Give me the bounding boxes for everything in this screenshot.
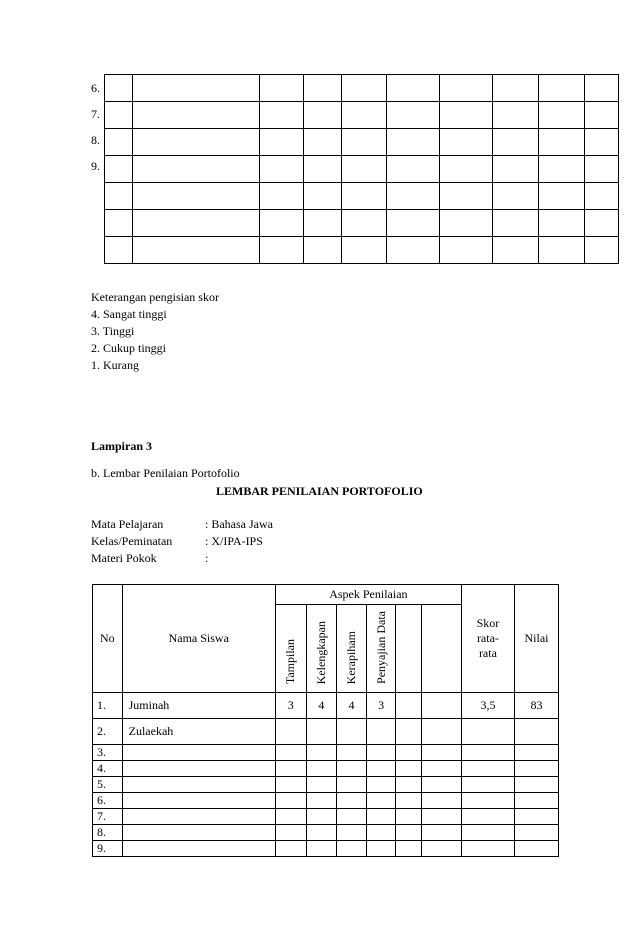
top-table-cell [260, 156, 304, 183]
top-table-cell [304, 210, 342, 237]
cell-score: 4 [337, 693, 367, 719]
cell-score [275, 719, 306, 745]
cell-score [337, 761, 367, 777]
top-table-cell [304, 129, 342, 156]
cell-no: 8. [93, 825, 123, 841]
cell-score: 4 [306, 693, 337, 719]
cell-score [306, 825, 337, 841]
header-no: No [93, 585, 123, 693]
header-name: Nama Siswa [122, 585, 275, 693]
meta-value-topic: : [205, 551, 209, 565]
legend-title: Keterangan pengisian skor [91, 290, 219, 304]
cell-name [122, 745, 275, 761]
cell-grade [515, 777, 559, 793]
top-table-cell [304, 183, 342, 210]
top-table-cell [493, 75, 539, 102]
header-grade: Nilai [515, 585, 559, 693]
cell-grade [515, 761, 559, 777]
top-table-cell [387, 237, 440, 264]
top-table-row [105, 129, 619, 156]
top-table-row [105, 75, 619, 102]
cell-score: 3 [366, 693, 396, 719]
top-table-cell [133, 156, 260, 183]
top-table-cell [342, 183, 387, 210]
top-table-cell [304, 102, 342, 129]
top-table-cell [493, 183, 539, 210]
cell-no: 1. [93, 693, 123, 719]
top-row-number: 8. [91, 133, 100, 147]
cell-score [275, 825, 306, 841]
table-row [93, 719, 559, 745]
cell-name: Juminah [122, 693, 275, 719]
top-table-cell [387, 129, 440, 156]
top-row-number: 7. [91, 107, 100, 121]
meta-label-topic: Materi Pokok [91, 551, 157, 565]
top-table-cell [342, 75, 387, 102]
legend-item: 1. Kurang [91, 358, 139, 372]
top-table-cell [493, 210, 539, 237]
top-table-cell [440, 210, 493, 237]
cell-score [306, 809, 337, 825]
cell-score [366, 761, 396, 777]
cell-average [461, 777, 514, 793]
cell-score [366, 809, 396, 825]
cell-score [306, 841, 337, 857]
top-table-cell [105, 183, 133, 210]
cell-no: 3. [93, 745, 123, 761]
cell-name [122, 777, 275, 793]
top-table-cell [342, 102, 387, 129]
header-aspect [422, 605, 462, 693]
top-table-cell [105, 156, 133, 183]
cell-score [306, 777, 337, 793]
cell-name: Zulaekah [122, 719, 275, 745]
top-row-number: 9. [91, 159, 100, 173]
top-table-cell [585, 129, 619, 156]
appendix-heading: Lampiran 3 [91, 439, 153, 453]
cell-score [337, 777, 367, 793]
legend-item: 3. Tinggi [91, 324, 135, 338]
top-table-cell [105, 75, 133, 102]
cell-score [337, 841, 367, 857]
top-table-cell [260, 75, 304, 102]
cell-average [461, 825, 514, 841]
table-row [93, 761, 559, 777]
cell-score [396, 777, 422, 793]
cell-average [461, 761, 514, 777]
cell-score [366, 841, 396, 857]
cell-name [122, 825, 275, 841]
cell-score [422, 777, 462, 793]
header-average: Skor rata- rata [461, 585, 514, 693]
top-table-cell [539, 210, 585, 237]
cell-no: 9. [93, 841, 123, 857]
cell-score [366, 825, 396, 841]
top-table-cell [440, 102, 493, 129]
top-table-cell [585, 75, 619, 102]
top-table-cell [585, 156, 619, 183]
cell-score [396, 825, 422, 841]
cell-score [275, 841, 306, 857]
top-table-cell [539, 129, 585, 156]
cell-grade [515, 825, 559, 841]
top-table-cell [342, 156, 387, 183]
meta-label-class: Kelas/Peminatan [91, 534, 173, 548]
top-table-cell [387, 75, 440, 102]
top-table-cell [105, 102, 133, 129]
top-table-cell [440, 156, 493, 183]
header-aspect: Kelengkapan [306, 605, 337, 693]
top-table-cell [260, 210, 304, 237]
top-table-row [105, 237, 619, 264]
cell-score [422, 809, 462, 825]
cell-score [275, 745, 306, 761]
top-table-row [105, 102, 619, 129]
top-table-cell [585, 237, 619, 264]
cell-name [122, 809, 275, 825]
top-table-cell [133, 210, 260, 237]
cell-average: 3,5 [461, 693, 514, 719]
top-table-cell [493, 237, 539, 264]
top-table-cell [133, 129, 260, 156]
cell-score [422, 745, 462, 761]
cell-score [275, 777, 306, 793]
top-row-number: 6. [91, 81, 100, 95]
header-aspect: Tampilan [275, 605, 306, 693]
cell-average [461, 745, 514, 761]
cell-score [422, 825, 462, 841]
cell-score [366, 793, 396, 809]
top-table-cell [539, 183, 585, 210]
meta-value-class: : X/IPA-IPS [205, 534, 263, 548]
cell-score [275, 761, 306, 777]
cell-name [122, 761, 275, 777]
header-aspect-group: Aspek Penilaian [275, 585, 461, 605]
cell-score [422, 719, 462, 745]
cell-score [337, 793, 367, 809]
cell-score [422, 793, 462, 809]
top-table-cell [585, 102, 619, 129]
cell-average [461, 719, 514, 745]
top-table-cell [493, 129, 539, 156]
top-table-cell [440, 183, 493, 210]
cell-score [396, 761, 422, 777]
cell-score [396, 809, 422, 825]
table-row [93, 793, 559, 809]
cell-score [396, 841, 422, 857]
appendix-subheading: b. Lembar Penilaian Portofolio [91, 466, 240, 480]
cell-average [461, 809, 514, 825]
cell-no: 6. [93, 793, 123, 809]
cell-score [306, 745, 337, 761]
cell-grade: 83 [515, 693, 559, 719]
top-table-cell [342, 237, 387, 264]
top-table-cell [133, 237, 260, 264]
cell-score [366, 745, 396, 761]
top-table-cell [585, 210, 619, 237]
cell-score [306, 761, 337, 777]
cell-score [275, 793, 306, 809]
table-row [93, 777, 559, 793]
top-table-cell [133, 102, 260, 129]
cell-average [461, 793, 514, 809]
header-aspect [396, 605, 422, 693]
top-table-cell [440, 75, 493, 102]
meta-value-subject: : Bahasa Jawa [205, 517, 273, 531]
cell-score [396, 719, 422, 745]
top-table-cell [304, 75, 342, 102]
top-table-cell [133, 75, 260, 102]
table-row [93, 825, 559, 841]
cell-no: 7. [93, 809, 123, 825]
top-table-cell [105, 129, 133, 156]
table-row [93, 841, 559, 857]
header-aspect: Kerapiham [337, 605, 367, 693]
cell-score [337, 825, 367, 841]
cell-score [306, 719, 337, 745]
top-table-cell [387, 156, 440, 183]
top-table-cell [585, 183, 619, 210]
meta-label-subject: Mata Pelajaran [91, 517, 164, 531]
cell-grade [515, 719, 559, 745]
cell-grade [515, 841, 559, 857]
table-row [93, 809, 559, 825]
cell-score: 3 [275, 693, 306, 719]
top-table-cell [105, 237, 133, 264]
top-table-row [105, 183, 619, 210]
top-table-cell [105, 210, 133, 237]
cell-no: 5. [93, 777, 123, 793]
top-table-row [105, 156, 619, 183]
cell-score [396, 745, 422, 761]
cell-no: 4. [93, 761, 123, 777]
cell-score [396, 693, 422, 719]
cell-grade [515, 809, 559, 825]
cell-score [337, 745, 367, 761]
cell-name [122, 841, 275, 857]
cell-score [275, 809, 306, 825]
top-table-cell [260, 183, 304, 210]
cell-score [337, 719, 367, 745]
legend-item: 2. Cukup tinggi [91, 341, 167, 355]
top-table-cell [539, 102, 585, 129]
cell-score [422, 761, 462, 777]
top-table-cell [260, 237, 304, 264]
top-table-cell [387, 102, 440, 129]
cell-name [122, 793, 275, 809]
top-table-row [105, 210, 619, 237]
cell-no: 2. [93, 719, 123, 745]
cell-score [396, 793, 422, 809]
top-table-cell [493, 102, 539, 129]
table-row [93, 693, 559, 719]
table-row [93, 745, 559, 761]
top-table-cell [133, 183, 260, 210]
top-table-cell [260, 102, 304, 129]
top-table-cell [440, 129, 493, 156]
top-table-cell [304, 156, 342, 183]
cell-score [366, 777, 396, 793]
top-score-table [104, 74, 619, 264]
cell-score [366, 719, 396, 745]
cell-score [306, 793, 337, 809]
portfolio-table [92, 584, 559, 857]
top-table-cell [342, 129, 387, 156]
cell-average [461, 841, 514, 857]
top-table-cell [387, 210, 440, 237]
legend-item: 4. Sangat tinggi [91, 307, 167, 321]
top-table-cell [539, 75, 585, 102]
cell-score [337, 809, 367, 825]
portfolio-title: LEMBAR PENILAIAN PORTOFOLIO [216, 484, 423, 498]
top-table-cell [440, 237, 493, 264]
top-table-cell [539, 156, 585, 183]
top-table-cell [539, 237, 585, 264]
top-table-cell [260, 129, 304, 156]
cell-score [422, 693, 462, 719]
cell-score [422, 841, 462, 857]
header-aspect: Penyajian Data [366, 605, 396, 693]
top-table-cell [493, 156, 539, 183]
cell-grade [515, 745, 559, 761]
top-table-cell [342, 210, 387, 237]
cell-grade [515, 793, 559, 809]
top-table-cell [387, 183, 440, 210]
top-table-cell [304, 237, 342, 264]
